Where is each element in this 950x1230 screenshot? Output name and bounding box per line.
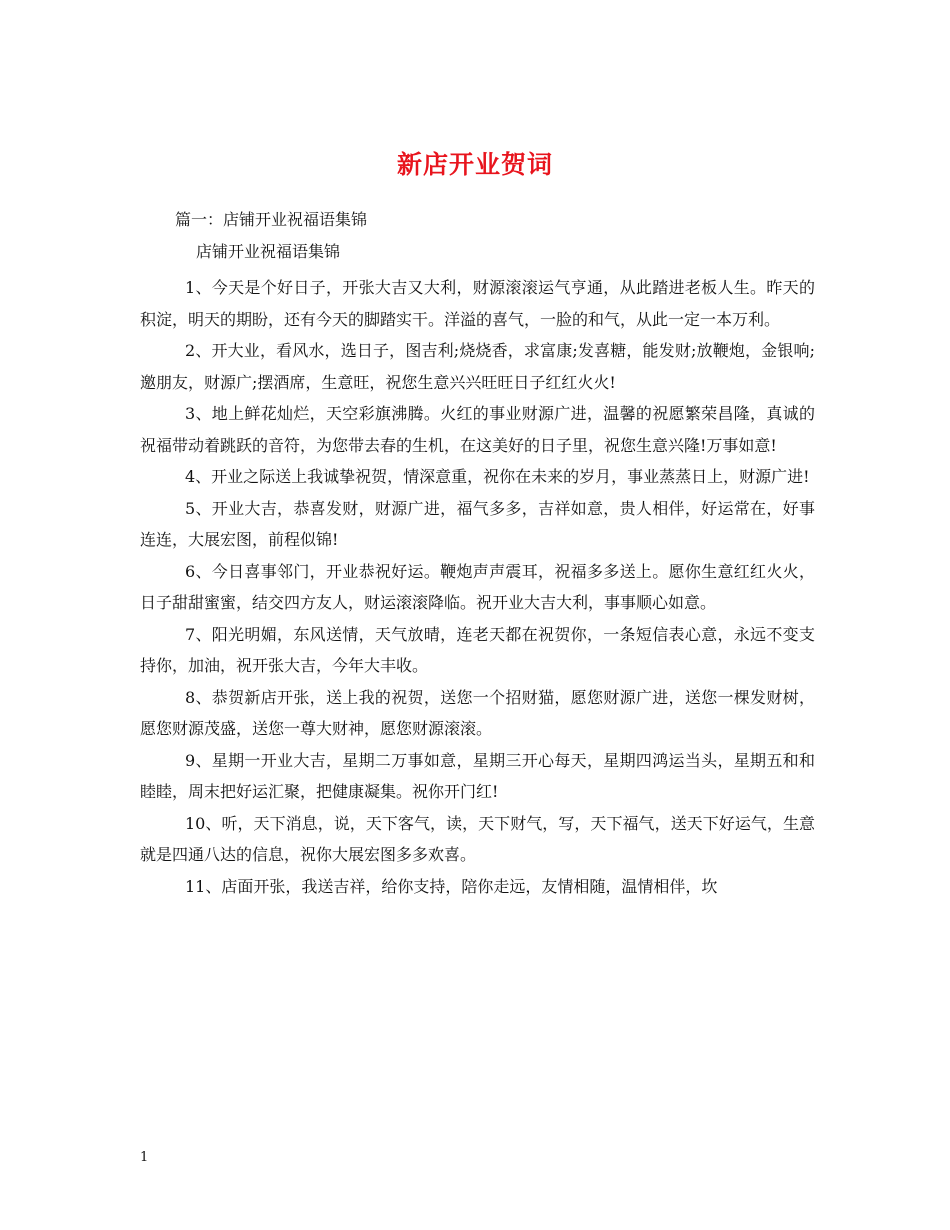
section-heading: 篇一：店铺开业祝福语集锦	[175, 210, 368, 229]
paragraph-3: 3、地上鲜花灿烂，天空彩旗沸腾。火红的事业财源广进，温馨的祝愿繁荣昌隆，真诚的祝福带动着跳跃的音符，为您带去春的生机，在这美好的日子里，祝您生意兴隆!万事如意!	[140, 404, 815, 455]
paragraph-9: 9、星期一开业大吉，星期二万事如意，星期三开心每天，星期四鸿运当头，星期五和和睦睦，周末把好运汇聚，把健康凝集。祝你开门红!	[140, 750, 815, 801]
paragraph-6: 6、今日喜事邻门，开业恭祝好运。鞭炮声声震耳，祝福多多送上。愿你生意红红火火，日子甜甜蜜蜜，结交四方友人，财运滚滚降临。祝开业大吉大利，事事顺心如意。	[140, 561, 815, 612]
paragraph-1: 1、今天是个好日子，开张大吉又大利，财源滚滚运气亨通，从此踏进老板人生。昨天的积淀，明天的期盼，还有今天的脚踏实干。洋溢的喜气，一脸的和气，从此一定一本万利。	[140, 278, 815, 329]
paragraph-8: 8、恭贺新店开张，送上我的祝贺，送您一个招财猫，愿您财源广进，送您一棵发财树，愿您财源茂盛，送您一尊大财神，愿您财源滚滚。	[140, 687, 815, 738]
subheading: 店铺开业祝福语集锦	[196, 242, 341, 261]
document-title: 新店开业贺词	[396, 149, 553, 179]
paragraph-2: 2、开大业，看风水，选日子，图吉利;烧烧香，求富康;发喜糖，能发财;放鞭炮，金银响;邀朋友，财源广;摆酒席，生意旺，祝您生意兴兴旺旺日子红红火火!	[140, 341, 815, 392]
paragraph-7: 7、阳光明媚，东风送情，天气放晴，连老天都在祝贺你，一条短信表心意，永远不变支持你，加油，祝开张大吉，今年大丰收。	[140, 624, 815, 675]
paragraph-5: 5、开业大吉，恭喜发财，财源广进，福气多多，吉祥如意，贵人相伴，好运常在，好事连连，大展宏图，前程似锦!	[140, 498, 815, 549]
body-text	[140, 272, 815, 902]
paragraph-10: 10、听，天下消息，说，天下客气，读，天下财气，写，天下福气，送天下好运气，生意就是四通八达的信息，祝你大展宏图多多欢喜。	[140, 813, 815, 864]
paragraph-11: 11、店面开张，我送吉祥，给你支持，陪你走远，友情相随，温情相伴，坎	[185, 876, 718, 896]
paragraph-4: 4、开业之际送上我诚挚祝贺，情深意重，祝你在未来的岁月，事业蒸蒸日上，财源广进!	[185, 467, 810, 486]
page-number: 1	[140, 1150, 149, 1165]
